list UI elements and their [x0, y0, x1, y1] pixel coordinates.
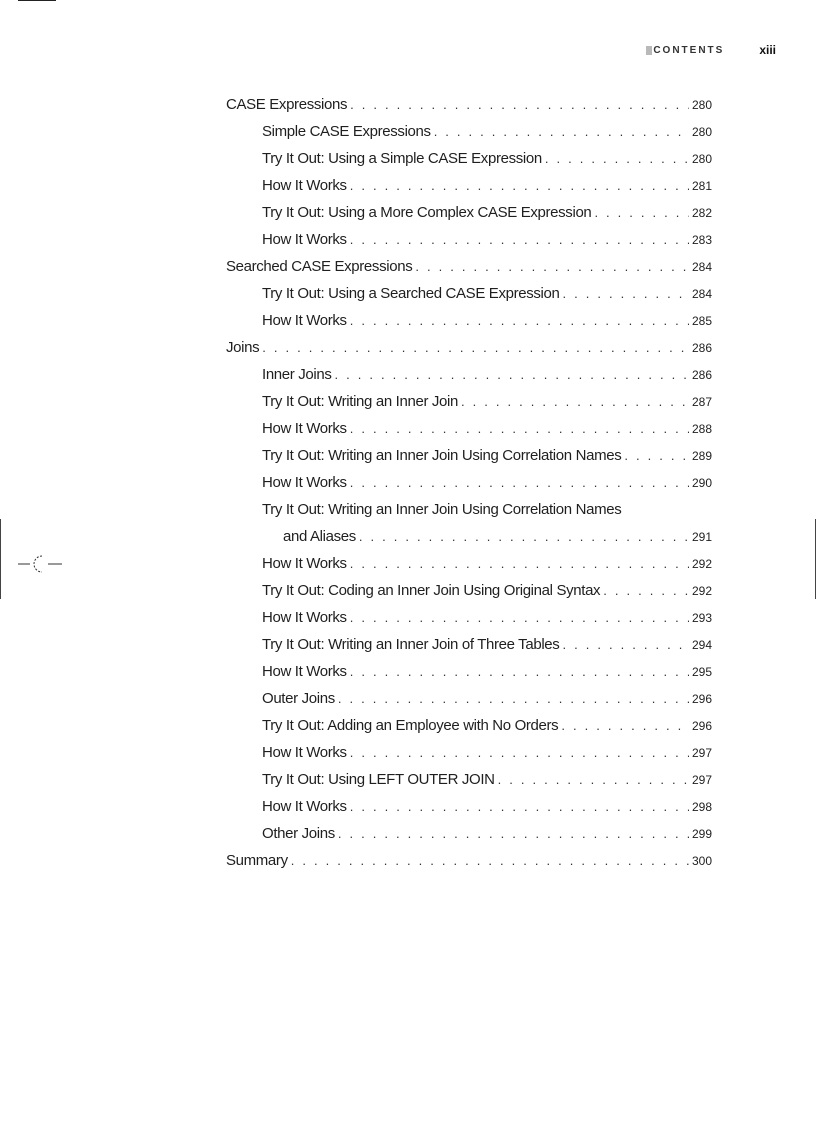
toc-entry-title: How It Works — [262, 798, 347, 815]
toc-entry-title: Other Joins — [262, 825, 335, 842]
toc-dot-leader — [291, 853, 689, 868]
toc-dot-leader — [335, 367, 689, 382]
toc-entry[interactable] — [226, 825, 712, 852]
toc-entry-title: Outer Joins — [262, 690, 335, 707]
toc-entry-page: 284 — [691, 287, 712, 301]
toc-entry[interactable] — [226, 420, 712, 447]
toc-entry-title: Try It Out: Writing an Inner Join of Three Tables — [262, 636, 560, 653]
toc-entry-page: 292 — [691, 557, 712, 571]
toc-entry-page: 282 — [691, 206, 712, 220]
toc-entry-page: 297 — [691, 773, 712, 787]
toc-entry[interactable] — [226, 393, 712, 420]
toc-dot-leader — [562, 637, 689, 652]
toc-entry-title: Try It Out: Using a Simple CASE Expression — [262, 150, 542, 167]
toc-dot-leader — [350, 664, 689, 679]
toc-entry-page: 296 — [691, 692, 712, 706]
toc-entry-page: 295 — [691, 665, 712, 679]
toc-entry-title: How It Works — [262, 231, 347, 248]
toc-dot-leader — [338, 826, 689, 841]
running-header — [646, 43, 776, 57]
toc-dot-leader — [350, 475, 689, 490]
toc-entry-title: and Aliases — [283, 528, 356, 545]
toc-entry[interactable] — [226, 447, 712, 474]
toc-entry-title: How It Works — [262, 420, 347, 437]
toc-entry[interactable] — [226, 609, 712, 636]
toc-dot-leader — [563, 286, 689, 301]
toc-entry-page: 292 — [691, 584, 712, 598]
registration-mark-icon — [18, 552, 62, 576]
toc-entry[interactable] — [226, 663, 712, 690]
toc-dot-leader — [545, 151, 689, 166]
toc-dot-leader — [350, 421, 689, 436]
header-section-label: CONTENTS — [653, 44, 725, 56]
toc-dot-leader — [624, 448, 689, 463]
toc-entry-title: Try It Out: Using LEFT OUTER JOIN — [262, 771, 495, 788]
toc-entry-title: Simple CASE Expressions — [262, 123, 431, 140]
toc-entry[interactable] — [226, 771, 712, 798]
toc-entry-page: 286 — [691, 341, 712, 355]
toc-dot-leader — [350, 313, 689, 328]
toc-entry-page: 281 — [691, 179, 712, 193]
toc-entry-title: How It Works — [262, 609, 347, 626]
toc-entry-title: Try It Out: Coding an Inner Join Using Original Syntax — [262, 582, 601, 599]
toc-entry[interactable] — [226, 528, 712, 555]
toc-entry-page: 287 — [691, 395, 712, 409]
toc-entry[interactable] — [226, 231, 712, 258]
toc-entry-page: 299 — [691, 827, 712, 841]
toc-entry[interactable] — [226, 366, 712, 393]
toc-entry[interactable] — [226, 852, 712, 879]
toc-dot-leader — [350, 97, 689, 112]
toc-entry-page: 280 — [691, 98, 712, 112]
toc-dot-leader — [262, 340, 689, 355]
toc-entry[interactable] — [226, 744, 712, 771]
toc-dot-leader — [434, 124, 689, 139]
toc-entry-page: 293 — [691, 611, 712, 625]
toc-entry-page: 290 — [691, 476, 712, 490]
toc-entry-title: How It Works — [262, 474, 347, 491]
toc-entry[interactable] — [226, 123, 712, 150]
toc-entry[interactable] — [226, 204, 712, 231]
table-of-contents — [226, 96, 712, 879]
toc-dot-leader — [338, 691, 689, 706]
toc-dot-leader — [350, 232, 689, 247]
toc-dot-leader — [350, 610, 689, 625]
toc-entry-title: Try It Out: Writing an Inner Join — [262, 393, 459, 410]
toc-dot-leader — [594, 205, 689, 220]
toc-entry-title: CASE Expressions — [226, 96, 348, 113]
toc-entry-page: 291 — [691, 530, 712, 544]
toc-entry-page: 300 — [691, 854, 712, 868]
crop-mark-top — [18, 0, 56, 1]
toc-entry-page: 283 — [691, 233, 712, 247]
toc-entry[interactable] — [226, 285, 712, 312]
toc-entry-title: Searched CASE Expressions — [226, 258, 413, 275]
toc-entry-page: 280 — [691, 125, 712, 139]
toc-entry-page: 288 — [691, 422, 712, 436]
toc-entry-title: How It Works — [262, 177, 347, 194]
toc-dot-leader — [461, 394, 689, 409]
toc-entry-page: 286 — [691, 368, 712, 382]
toc-entry[interactable] — [226, 177, 712, 204]
toc-dot-leader — [350, 799, 689, 814]
toc-entry[interactable] — [226, 150, 712, 177]
toc-dot-leader — [350, 745, 689, 760]
toc-entry[interactable] — [226, 96, 712, 123]
margin-rule-left — [0, 519, 1, 599]
toc-dot-leader — [350, 556, 689, 571]
toc-entry[interactable] — [226, 798, 712, 825]
toc-entry-title: Try It Out: Using a Searched CASE Expression — [262, 285, 560, 302]
toc-entry[interactable] — [226, 474, 712, 501]
toc-entry-title: Joins — [226, 339, 260, 356]
toc-entry-title: How It Works — [262, 663, 347, 680]
toc-entry[interactable] — [226, 717, 712, 744]
toc-dot-leader — [603, 583, 689, 598]
toc-entry-page: 297 — [691, 746, 712, 760]
toc-entry[interactable] — [226, 312, 712, 339]
toc-entry-page: 296 — [691, 719, 712, 733]
toc-entry-page: 298 — [691, 800, 712, 814]
toc-entry[interactable] — [226, 555, 712, 582]
toc-dot-leader — [415, 259, 689, 274]
toc-dot-leader — [561, 718, 689, 733]
toc-entry[interactable] — [226, 636, 712, 663]
toc-entry-title: Try It Out: Writing an Inner Join Using Correlation Names — [262, 447, 622, 464]
toc-entry[interactable] — [226, 582, 712, 609]
toc-entry[interactable] — [226, 339, 712, 366]
toc-entry[interactable] — [226, 690, 712, 717]
toc-entry-page: 280 — [691, 152, 712, 166]
toc-dot-leader — [350, 178, 689, 193]
toc-entry-title: How It Works — [262, 744, 347, 761]
toc-entry[interactable] — [226, 258, 712, 285]
toc-entry-page: 294 — [691, 638, 712, 652]
header-page-number: xiii — [759, 43, 776, 57]
toc-entry-title: Try It Out: Adding an Employee with No Orders — [262, 717, 559, 734]
toc-dot-leader — [359, 529, 689, 544]
toc-entry[interactable] — [226, 501, 712, 528]
toc-entry-page: 285 — [691, 314, 712, 328]
toc-dot-leader — [498, 772, 689, 787]
toc-entry-title: Inner Joins — [262, 366, 332, 383]
toc-entry-page: 289 — [691, 449, 712, 463]
toc-entry-title: Summary — [226, 852, 288, 869]
toc-entry-page: 284 — [691, 260, 712, 274]
toc-entry-title: How It Works — [262, 555, 347, 572]
toc-entry-title: Try It Out: Using a More Complex CASE Expression — [262, 204, 592, 221]
toc-entry-title: How It Works — [262, 312, 347, 329]
header-marker-icon — [646, 46, 652, 55]
toc-entry-title: Try It Out: Writing an Inner Join Using Correlation Names — [262, 501, 622, 518]
